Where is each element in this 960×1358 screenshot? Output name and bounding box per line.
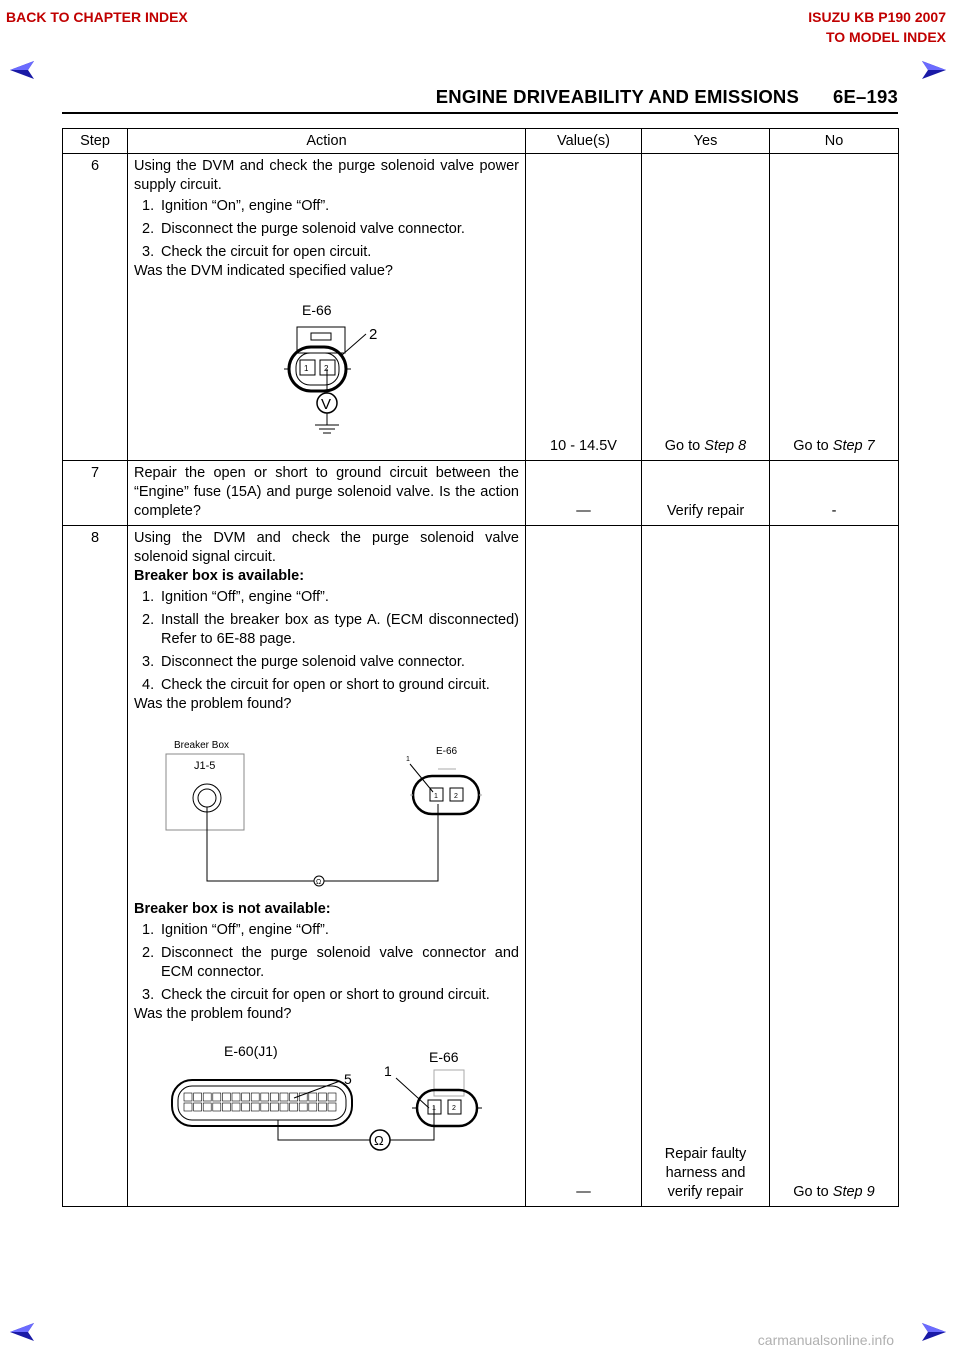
terminal-label: J1-5 [194, 760, 216, 772]
list-item: 3. Check the circuit for open or short to ground circuit. [142, 987, 490, 1003]
connector-voltage-diagram [134, 285, 520, 450]
ecm-pin-cell [318, 1093, 326, 1101]
no-cell: Go to Step 7 [770, 154, 899, 461]
table-header-row [63, 129, 899, 154]
ohmmeter-symbol: Ω [374, 1133, 384, 1148]
ecm-pin-cell [261, 1103, 269, 1111]
no-cell: Go to Step 9 [770, 526, 899, 1207]
pin-1-label: 1 [432, 1105, 436, 1112]
action-list [134, 921, 519, 1005]
list-item: 2. Disconnect the purge solenoid valve connector and ECM connector. [142, 945, 519, 980]
action-question: Was the problem found? [134, 696, 292, 712]
pin-2-label: 2 [454, 793, 458, 800]
action-cell: Repair the open or short to ground circuit between the “Engine” fuse (15A) and purge solenoid valve. Is the action complete? [128, 461, 526, 526]
arrow-left-icon[interactable] [8, 1321, 36, 1343]
yes-cell: Go to Step 8 [642, 154, 770, 461]
value-cell: — [526, 526, 642, 1207]
connector-label: E-66 [302, 302, 332, 318]
header-step: Step [63, 129, 128, 154]
ecm-pin-cell [309, 1093, 317, 1101]
step-number: 8 [63, 526, 128, 1207]
ecm-pin-cell [184, 1103, 192, 1111]
value-cell: — [526, 461, 642, 526]
ecm-pin-cell [213, 1103, 221, 1111]
subheading-breaker-available: Breaker box is available: [134, 568, 305, 584]
ecm-pin-cell [318, 1103, 326, 1111]
action-intro: Using the DVM and check the purge solenoid valve solenoid signal circuit. [134, 530, 519, 565]
ecm-pin-cell [290, 1103, 298, 1111]
pin-callout: 1 [406, 756, 410, 763]
arrow-right-icon[interactable] [920, 1321, 948, 1343]
table-row [63, 461, 899, 526]
value-cell: 10 - 14.5V [526, 154, 642, 461]
ohmmeter-symbol: Ω [316, 879, 322, 886]
ecm-pin-cell [270, 1103, 278, 1111]
ecm-pin-cell [309, 1103, 317, 1111]
ecm-pin-cell [299, 1103, 307, 1111]
ecm-pin-cell [222, 1093, 230, 1101]
section-title: ENGINE DRIVEABILITY AND EMISSIONS [435, 86, 800, 107]
header-no: No [770, 129, 899, 154]
ecm-pin-cell [184, 1093, 192, 1101]
ecm-connector-label: E-60(J1) [224, 1043, 278, 1059]
ecm-pin-cell [251, 1093, 259, 1101]
ecm-pin-cell [222, 1103, 230, 1111]
ecm-pin-cell [232, 1093, 240, 1101]
connector-label: E-66 [436, 746, 458, 757]
list-item: 1. Ignition “Off”, engine “Off”. [142, 922, 329, 938]
arrow-left-icon[interactable] [8, 59, 36, 81]
breaker-box-label: Breaker Box [174, 740, 230, 751]
action-question: Was the DVM indicated specified value? [134, 263, 393, 279]
pin-2-label: 2 [452, 1105, 456, 1112]
pin-2-label: 2 [324, 364, 329, 373]
pin-1-label: 1 [304, 364, 309, 373]
action-question: Was the problem found? [134, 1006, 292, 1022]
ecm-pin-cell [270, 1093, 278, 1101]
header-values: Value(s) [526, 129, 642, 154]
header-yes: Yes [642, 129, 770, 154]
list-item: 2. Install the breaker box as type A. (ECM disconnected) Refer to 6E-88 page. [142, 612, 519, 647]
model-title-link[interactable]: ISUZU KB P190 2007 [808, 9, 946, 25]
ecm-pin-cell [261, 1093, 269, 1101]
list-item: 3. Check the circuit for open circuit. [142, 244, 372, 260]
back-to-chapter-index-link[interactable]: BACK TO CHAPTER INDEX [6, 9, 188, 25]
pin-callout: 2 [369, 326, 378, 343]
list-item: 1. Ignition “On”, engine “Off”. [142, 198, 330, 214]
breaker-box-diagram [134, 718, 520, 898]
action-list [134, 588, 519, 695]
list-item: 3. Disconnect the purge solenoid valve connector. [142, 654, 465, 670]
list-item: 2. Disconnect the purge solenoid valve connector. [142, 221, 465, 237]
yes-cell: Verify repair [642, 461, 770, 526]
pin-1-label: 1 [434, 793, 438, 800]
step-link[interactable]: Step 7 [832, 438, 875, 454]
ecm-pin-cell [203, 1093, 211, 1101]
step-number: 7 [63, 461, 128, 526]
action-cell [128, 154, 526, 461]
pin-callout: 1 [384, 1063, 392, 1079]
step-link[interactable]: Step 8 [704, 438, 747, 454]
action-list [134, 197, 519, 262]
action-intro: Using the DVM and check the purge solenoid valve power supply circuit. [134, 158, 519, 193]
step-number: 6 [63, 154, 128, 461]
header-rule [62, 112, 898, 114]
to-model-index-link[interactable]: TO MODEL INDEX [825, 29, 946, 45]
ecm-pin-cell [213, 1093, 221, 1101]
connector-label: E-66 [429, 1049, 459, 1065]
ecm-pin-cell [280, 1093, 288, 1101]
yes-cell: Repair faulty harness and verify repair [642, 526, 770, 1207]
table-row [63, 526, 899, 1207]
ecm-pin-array [184, 1093, 336, 1111]
ecm-pin-cell [194, 1103, 202, 1111]
subheading-breaker-not-available: Breaker box is not available: [134, 901, 331, 917]
footer-watermark: carmanualsonline.info [757, 1332, 894, 1348]
ecm-pin-cell [194, 1093, 202, 1101]
list-item: 1. Ignition “Off”, engine “Off”. [142, 589, 329, 605]
step-link[interactable]: Step 9 [832, 1184, 875, 1200]
ecm-pin-cell [328, 1093, 336, 1101]
no-cell: - [770, 461, 899, 526]
ecm-pin-cell [232, 1103, 240, 1111]
action-cell [128, 526, 526, 1207]
ecm-connector-diagram [134, 1026, 520, 1151]
page-header [436, 86, 898, 108]
list-item: 4. Check the circuit for open or short to ground circuit. [142, 677, 490, 693]
ecm-pin-cell [251, 1103, 259, 1111]
ecm-pin-cell [242, 1103, 250, 1111]
ecm-pin-cell [328, 1103, 336, 1111]
voltmeter-symbol: V [321, 396, 332, 413]
ecm-pin-cell [242, 1093, 250, 1101]
table-row [63, 154, 899, 461]
ecm-pin-cell [203, 1103, 211, 1111]
arrow-right-icon[interactable] [920, 59, 948, 81]
header-action: Action [128, 129, 526, 154]
ecm-pin-callout: 5 [344, 1071, 352, 1087]
ecm-pin-cell [280, 1103, 288, 1111]
diagnostic-table [62, 128, 899, 1207]
page-number: 6E–193 [833, 86, 898, 107]
